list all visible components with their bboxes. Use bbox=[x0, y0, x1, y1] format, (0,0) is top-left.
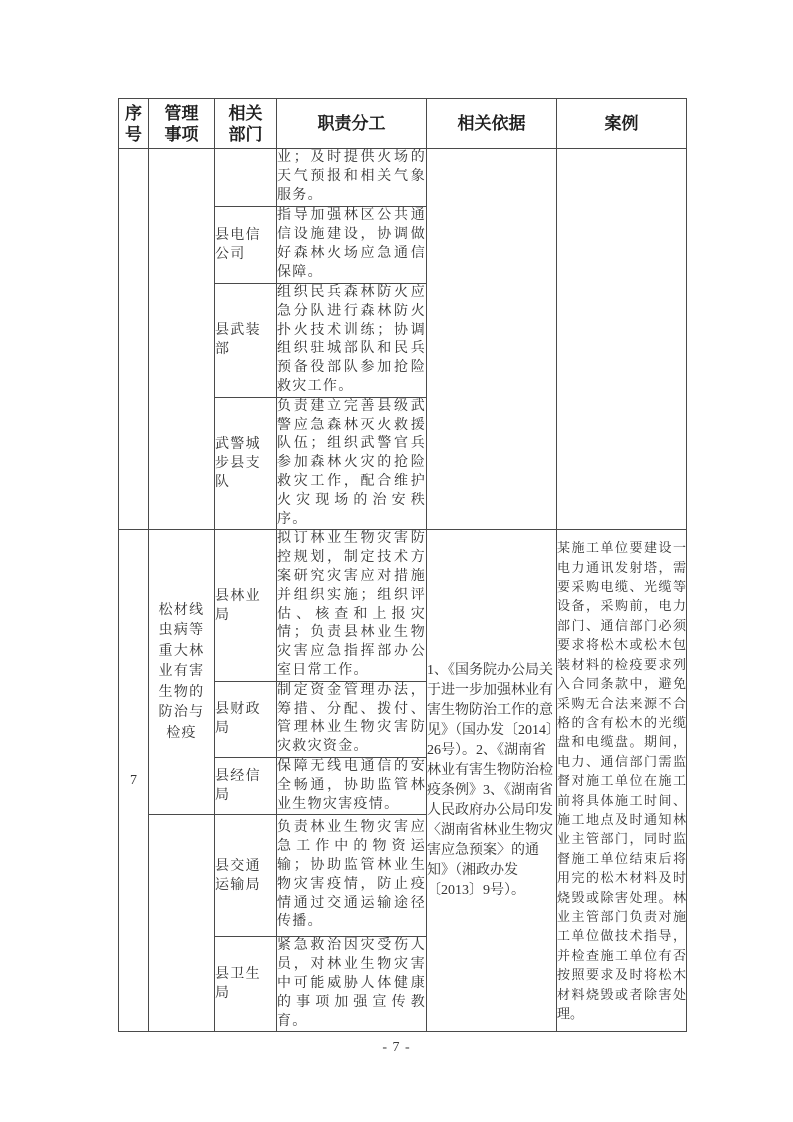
dept-cell: 县交通运输局 bbox=[215, 815, 277, 937]
table-row bbox=[119, 149, 687, 207]
dept-cell bbox=[215, 149, 277, 207]
header-basis-label: 相关依据 bbox=[457, 114, 526, 133]
dept-cell: 县经信局 bbox=[215, 757, 277, 814]
dept-cell: 县卫生局 bbox=[215, 937, 277, 1032]
header-case bbox=[557, 99, 687, 149]
seq-cell-empty bbox=[119, 149, 149, 530]
dept-cell: 县武装部 bbox=[215, 284, 277, 398]
header-case-label: 案例 bbox=[604, 114, 639, 133]
responsibility-table bbox=[118, 98, 687, 1032]
header-matter-label: 管理事项 bbox=[164, 103, 199, 144]
duty-cell: 保障无线电通信的安全畅通，协助监管林业生物灾害疫情。 bbox=[277, 757, 427, 814]
header-basis bbox=[427, 99, 557, 149]
case-cell-empty bbox=[557, 149, 687, 530]
duty-cell: 指导加强林区公共通信设施建设，协调做好森林火场应急通信保障。 bbox=[277, 207, 427, 284]
basis-cell: 1、《国务院办公局关于进一步加强林业有害生物防治工作的意见》（国办发〔2014〕26号）。2、《湖南省林业有害生物防治检疫条例》3、《湖南省人民政府办公局印发〈湖南省林业生物灾害应急预案〉的通知》（湘政办发〔2013〕9号）。 bbox=[427, 530, 557, 1032]
matter-cell-empty bbox=[149, 149, 215, 530]
matter-text: 松材线虫病等重大林业有害生物的防治与检疫 bbox=[158, 602, 205, 741]
duty-cell: 拟订林业生物灾害防控规划，制定技术方案研究灾害应对措施并组织实施；组织评估、核查和上报灾情；负责县林业生物灾害应急指挥部办公室日常工作。 bbox=[277, 530, 427, 681]
header-matter bbox=[149, 99, 215, 149]
dept-cell: 县财政局 bbox=[215, 681, 277, 757]
dept-cell: 武警城步县支队 bbox=[215, 397, 277, 530]
duty-cell: 业；及时提供火场的天气预报和相关气象服务。 bbox=[277, 149, 427, 207]
seq-cell: 7 bbox=[119, 530, 149, 1032]
duty-cell: 紧急救治因灾受伤人员，对林业生物灾害中可能威胁人体健康的事项加强宣传教育。 bbox=[277, 937, 427, 1032]
duty-cell: 负责建立完善县级武警应急森林灭火救援队伍；组织武警官兵参加森林火灾的抢险救灾工作，配合维护火灾现场的治安秩序。 bbox=[277, 397, 427, 530]
header-dept bbox=[215, 99, 277, 149]
header-seq-label: 序号 bbox=[125, 103, 142, 144]
page-number: - 7 - bbox=[382, 1040, 411, 1055]
duty-cell: 制定资金管理办法，筹措、分配、拨付、管理林业生物灾害防灾救灾资金。 bbox=[277, 681, 427, 757]
case-cell: 某施工单位要建设一电力通讯发射塔，需要采购电缆、光缆等设备，采购前，电力部门、通信部门必须要求将松木或松木包装材料的检疫要求列入合同条款中，避免采购无合法来源不合格的含有松木的光缆盘和电缆盘。期间，电力、通信部门需监督对施工单位在施工前将具体施工时间、施工地点及时通知林业主管部门，同时监督施工单位结束后将用完的松木材料及时烧毁或除害处理。林业主管部门负责对施工单位做技术指导，并检查施工单位有否按照要求及时将松木材料烧毁或者除害处理。 bbox=[557, 530, 687, 1032]
header-seq bbox=[119, 99, 149, 149]
table-header-row bbox=[119, 99, 687, 149]
table-row bbox=[119, 530, 687, 681]
dept-cell: 县电信公司 bbox=[215, 207, 277, 284]
header-duty bbox=[277, 99, 427, 149]
duty-cell: 负责林业生物灾害应急工作中的物资运输；协助监管林业生物灾害疫情，防止疫情通过交通运输途径传播。 bbox=[277, 815, 427, 937]
basis-cell-empty bbox=[427, 149, 557, 530]
dept-cell: 县林业局 bbox=[215, 530, 277, 681]
responsibility-table-container bbox=[118, 98, 686, 1032]
matter-cell bbox=[149, 530, 215, 815]
header-dept-label: 相关部门 bbox=[228, 103, 263, 144]
duty-cell: 组织民兵森林防火应急分队进行森林防火扑火技术训练；协调组织驻城部队和民兵预备役部队参加抢险救灾工作。 bbox=[277, 284, 427, 398]
matter-cell-empty bbox=[149, 815, 215, 1032]
header-duty-label: 职责分工 bbox=[317, 114, 386, 133]
